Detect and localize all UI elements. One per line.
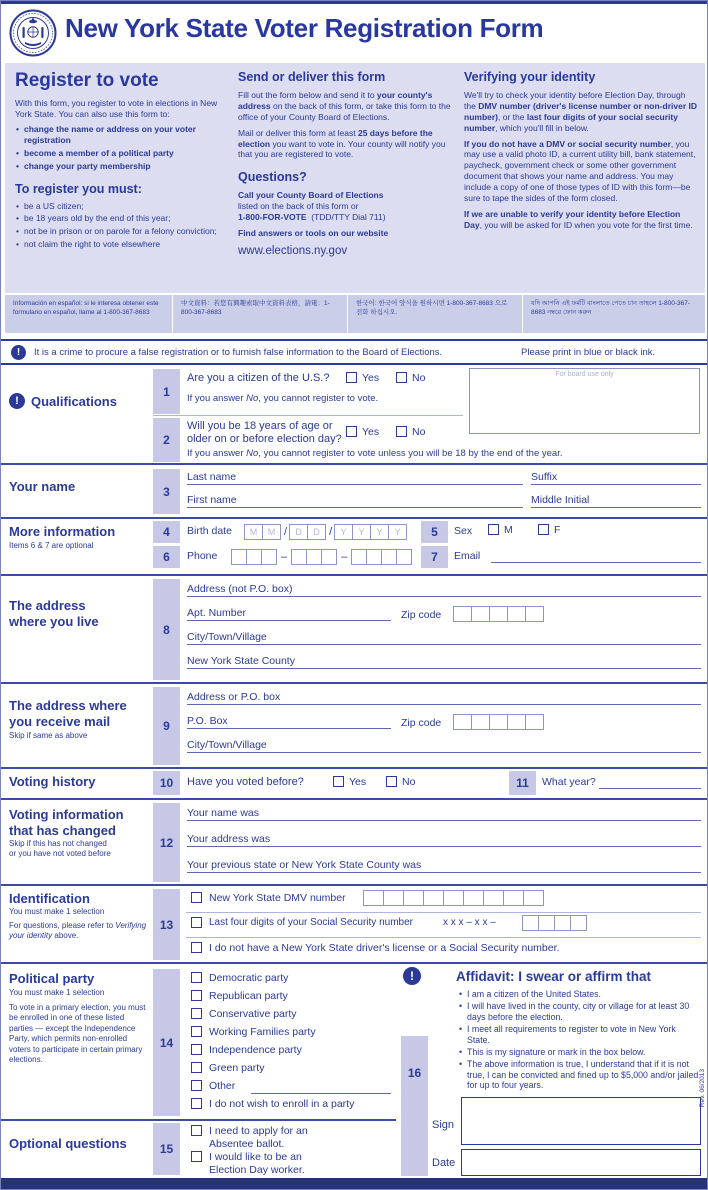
questions-heading: Questions?: [238, 170, 307, 185]
citizen-question: Are you a citizen of the U.S.?: [187, 372, 330, 384]
mail-zip-label: Zip code: [401, 717, 442, 729]
address-was-label: Your address was: [187, 833, 271, 845]
middle-initial-field[interactable]: [531, 492, 701, 508]
list-item: • I will have lived in the county, city or village for at least 30 days before the election.: [459, 1001, 699, 1022]
board-use-label: For board use only: [555, 371, 614, 378]
dmv-option-checkbox[interactable]: [191, 892, 202, 903]
ssn-input[interactable]: [522, 915, 587, 931]
list-item: • I am a citizen of the United States.: [459, 989, 699, 999]
divider: [186, 937, 701, 938]
citizen-yes-checkbox[interactable]: [346, 372, 357, 383]
alert-icon: !: [11, 345, 26, 360]
party-working-families-label: Working Families party: [209, 1026, 316, 1038]
apt-number-label: Apt. Number: [187, 607, 246, 619]
age-note: If you answer No, you cannot register to vote unless you will be 18 by the end of the year.: [187, 448, 563, 459]
divider: [153, 415, 463, 416]
last-name-label: Last name: [187, 471, 237, 483]
absentee-ballot-label: I need to apply for an Absentee ballot.: [209, 1125, 308, 1151]
alert-icon: !: [403, 967, 421, 985]
party-green-label: Green party: [209, 1062, 265, 1074]
sex-m-label: M: [504, 524, 513, 536]
absentee-ballot-checkbox[interactable]: [191, 1125, 202, 1136]
phone-separator: [281, 551, 287, 563]
email-field[interactable]: [491, 547, 701, 563]
middle-initial-label: Middle Initial: [531, 494, 590, 506]
phone-label: Phone: [187, 550, 218, 562]
party-conservative-label: Conservative party: [209, 1008, 297, 1020]
section-divider: [1, 1119, 396, 1121]
birth-cell: M: [262, 524, 281, 540]
political-party-sublabel: You must make 1 selection: [9, 988, 105, 997]
mail-address-field[interactable]: [187, 689, 701, 705]
party-democratic-label: Democratic party: [209, 972, 289, 984]
mail-zip-input[interactable]: [453, 714, 544, 730]
send-paragraph-2: Mail or deliver this form at least 25 days before the election you want to vote in. Your county will notify you that you are registered to vote.: [238, 127, 446, 160]
address-mail-sublabel: Skip if same as above: [9, 731, 88, 740]
what-year-label: What year?: [542, 776, 596, 788]
birth-cell: M: [244, 524, 263, 540]
item-14-number: 14: [153, 969, 180, 1116]
item-12-number: 12: [153, 803, 180, 882]
live-zip-input[interactable]: [453, 606, 544, 622]
korean-info: 한국어: 한국어 양식을 원하시면 1-800-367-8683 으로 전화 하십시오.: [348, 295, 523, 333]
ssn-option-checkbox[interactable]: [191, 917, 202, 928]
address-mail-label: The address where you receive mail: [9, 698, 127, 729]
revision-label: Rev. 06/2013: [699, 1069, 706, 1108]
date-box[interactable]: [461, 1149, 701, 1176]
date-label: Date: [432, 1157, 456, 1169]
register-uses-list: [15, 124, 221, 172]
first-name-label: First name: [187, 494, 237, 506]
political-party-label: Political party: [9, 971, 95, 986]
divider: [186, 912, 701, 913]
item-10-number: 10: [153, 771, 180, 795]
name-was-label: Your name was: [187, 807, 259, 819]
county-field[interactable]: [187, 653, 701, 669]
board-use-box: [469, 368, 700, 434]
address-live-label: The address where you live: [9, 598, 99, 629]
section-divider: [1, 962, 708, 964]
language-strip: [5, 293, 705, 333]
more-information-label: More information: [9, 524, 116, 539]
ssn-option-label: Last four digits of your Social Security number: [209, 917, 413, 928]
section-divider: [1, 463, 708, 465]
sex-label: Sex: [454, 525, 473, 537]
verify-paragraph-1: We'll try to check your identity before Election Day, through the DMV number (driver's license number or non-driver ID number), or the last four digits of your social security number, which you'll fill in below.: [464, 90, 698, 133]
register-to-vote-heading: Register to vote: [15, 70, 159, 91]
party-democratic-checkbox[interactable]: [191, 972, 202, 983]
list-item: • change the name or address on your voter registration: [15, 124, 221, 146]
spanish-info: Información en español: si le interesa obtener este formulario en español, llame al 1-800-367-8683: [5, 295, 173, 333]
identification-sublabel: You must make 1 selection: [9, 907, 105, 916]
verify-identity-heading: Verifying your identity: [464, 70, 596, 84]
phone-separator: [341, 551, 347, 563]
no-id-option-label: I do not have a New York State driver's license or a Social Security number.: [209, 942, 560, 954]
voted-yes-label: Yes: [349, 776, 367, 788]
bengali-info: যদি আপনি এই ফর্মটি বাংলাতে পেতে চান তাহলে 1-800-367-8683 নম্বরে ফোন করুন: [531, 300, 691, 316]
section-divider: [1, 884, 708, 886]
find-answers: Find answers or tools on our website: [238, 227, 389, 238]
live-address-field[interactable]: [187, 581, 701, 597]
hotline-number: 1-800-FOR-VOTE: [238, 212, 307, 222]
list-item: • The above information is true, I understand that if it is not true, I can be convicted and fined up to $5,000 and/or jailed for up to four years.: [459, 1059, 699, 1090]
item-11-number: 11: [509, 771, 536, 795]
no-id-option-checkbox[interactable]: [191, 942, 202, 953]
live-address-label: Address (not P.O. box): [187, 583, 293, 595]
tdd-number: (TDD/TTY Dial 711): [311, 212, 386, 222]
item-5-number: 5: [421, 521, 448, 543]
list-item: • be 18 years old by the end of this year;: [15, 213, 221, 224]
party-none-checkbox[interactable]: [191, 1098, 202, 1109]
item-1-number: 1: [153, 369, 180, 414]
identification-note: For questions, please refer to Verifying your identity above.: [9, 921, 147, 941]
list-item: • not claim the right to vote elsewhere: [15, 239, 221, 250]
birth-cell: Y: [352, 524, 371, 540]
date-separator: [284, 526, 287, 538]
item-15-number: 15: [153, 1123, 180, 1175]
email-label: Email: [454, 550, 481, 562]
name-was-field[interactable]: [187, 805, 701, 821]
live-city-label: City/Town/Village: [187, 631, 267, 643]
ssn-mask: x x x – x x –: [443, 917, 496, 928]
voting-changed-label: Voting information that has changed: [9, 807, 124, 838]
party-working-families-checkbox[interactable]: [191, 1026, 202, 1037]
birth-date-label: Birth date: [187, 525, 232, 537]
birth-cell: D: [289, 524, 308, 540]
list-item: • be a US citizen;: [15, 201, 221, 212]
party-none-label: I do not wish to enroll in a party: [209, 1098, 355, 1110]
send-paragraph-1: Fill out the form below and send it to your county's address on the back of this form, or take this form to the office of your County Board of Elections.: [238, 90, 451, 122]
section-divider: [1, 517, 708, 519]
affidavit-title: Affidavit: I swear or affirm that: [456, 969, 652, 984]
list-item: • not be in prison or on parole for a felony conviction;: [15, 226, 221, 237]
phone-input[interactable]: [231, 549, 412, 565]
voted-no-label: No: [402, 776, 416, 788]
age-yes-checkbox[interactable]: [346, 426, 357, 437]
list-item: • I meet all requirements to register to vote in New York State.: [459, 1024, 699, 1045]
voting-changed-sublabel: Skip if this has not changed or you have not voted before: [9, 839, 111, 859]
item-8-number: 8: [153, 579, 180, 680]
birth-cell: Y: [388, 524, 407, 540]
requirements-list: [15, 201, 221, 251]
item-16-number: 16: [401, 1036, 428, 1176]
suffix-label: Suffix: [531, 471, 558, 483]
send-deliver-heading: Send or deliver this form: [238, 70, 386, 84]
dmv-option-label: New York State DMV number: [209, 892, 346, 904]
item-7-number: 7: [421, 546, 448, 568]
item-13-number: 13: [153, 889, 180, 960]
citizen-note: If you answer No, you cannot register to vote.: [187, 393, 379, 404]
age-no-label: No: [412, 426, 426, 438]
last-name-field[interactable]: [187, 469, 523, 485]
crime-notice-text: It is a crime to procure a false registration or to furnish false information to the Board of Elections.: [34, 346, 443, 358]
register-lead: With this form, you register to vote in elections in New York State. You can also use this form to:: [15, 98, 218, 120]
county-label: New York State County: [187, 655, 295, 667]
bottom-bar: [1, 1178, 708, 1190]
call-info: Call your County Board of Elections listed on the back of this form or 1-800-FOR-VOTE (TDD/TTY Dial 711): [238, 190, 386, 222]
date-separator: [329, 526, 332, 538]
party-independence-label: Independence party: [209, 1044, 302, 1056]
pobox-field[interactable]: [187, 713, 391, 729]
apt-number-field[interactable]: [187, 605, 391, 621]
crime-notice-bar: [1, 339, 708, 365]
register-to-vote-column: [15, 69, 221, 252]
top-rule: [1, 1, 708, 4]
party-conservative-checkbox[interactable]: [191, 1008, 202, 1019]
sex-f-checkbox[interactable]: [538, 524, 549, 535]
affidavit-bullets: [459, 989, 699, 1092]
page-title: New York State Voter Registration Form: [65, 13, 544, 43]
list-item: • This is my signature or mark in the box below.: [459, 1047, 699, 1057]
voted-before-question: Have you voted before?: [187, 776, 304, 788]
citizen-no-checkbox[interactable]: [396, 372, 407, 383]
sex-m-checkbox[interactable]: [488, 524, 499, 535]
item-6-number: 6: [153, 546, 180, 568]
dmv-number-input[interactable]: [363, 890, 544, 906]
previous-state-field[interactable]: [187, 857, 701, 873]
chinese-info: 中文資料：若您有興趣索取中文資料表格，請電：1-800-367-8683: [173, 295, 348, 333]
sign-label: Sign: [432, 1119, 455, 1131]
previous-state-label: Your previous state or New York State County was: [187, 859, 422, 871]
citizen-no-label: No: [412, 372, 426, 384]
birth-cell: D: [307, 524, 326, 540]
mail-address-label: Address or P.O. box: [187, 691, 281, 703]
verify-identity-column: [464, 69, 698, 231]
political-party-note: To vote in a primary election, you must be enrolled in one of these listed parties — except the Independence Party, which permits non-enrolled voters to participate in certain primary elections.: [9, 1003, 146, 1064]
election-worker-label: I would like to be an Election Day worker.: [209, 1151, 305, 1177]
alert-icon: !: [9, 393, 25, 409]
first-name-field[interactable]: [187, 492, 523, 508]
elections-website-link[interactable]: www.elections.ny.gov: [238, 244, 348, 257]
item-3-number: 3: [153, 469, 180, 514]
party-republican-label: Republican party: [209, 990, 288, 1002]
nys-seal-logo: [9, 9, 57, 57]
verify-paragraph-2: If you do not have a DMV or social security number, you may use a valid photo ID, a current utility bill, bank statement, paycheck, government check or some other government document that shows your name and address. You may include a copy of one of those types of ID with this form—be sure to tape the sides of the form closed.: [464, 138, 696, 203]
party-other-label: Other: [209, 1080, 236, 1092]
age-no-checkbox[interactable]: [396, 426, 407, 437]
more-information-sublabel: Items 6 & 7 are optional: [9, 541, 94, 550]
citizen-yes-label: Yes: [362, 372, 380, 384]
address-was-field[interactable]: [187, 831, 701, 847]
sex-f-label: F: [554, 524, 561, 536]
list-item: • become a member of a political party: [15, 148, 221, 159]
birth-cell: Y: [334, 524, 353, 540]
qualifications-label: ! Qualifications: [9, 393, 117, 409]
party-other-field[interactable]: [251, 1078, 391, 1094]
section-divider: [1, 798, 708, 800]
party-other-checkbox[interactable]: [191, 1080, 202, 1091]
send-deliver-column: [238, 69, 454, 258]
section-divider: [1, 682, 708, 684]
section-divider: [1, 574, 708, 576]
voted-no-checkbox[interactable]: [386, 776, 397, 787]
mail-city-label: City/Town/Village: [187, 739, 267, 751]
party-green-checkbox[interactable]: [191, 1062, 202, 1073]
suffix-field[interactable]: [531, 469, 701, 485]
signature-box[interactable]: [461, 1097, 701, 1145]
live-city-field[interactable]: [187, 629, 701, 645]
verify-paragraph-3: If we are unable to verify your identity before Election Day, you will be asked for ID when you vote for the first time.: [464, 208, 693, 230]
election-worker-checkbox[interactable]: [191, 1151, 202, 1162]
age-question: Will you be 18 years of age or older on or before election day?: [187, 420, 342, 445]
party-independence-checkbox[interactable]: [191, 1044, 202, 1055]
voting-history-label: Voting history: [9, 774, 96, 789]
age-yes-label: Yes: [362, 426, 380, 438]
must-heading: To register you must:: [15, 181, 142, 196]
birth-date-input[interactable]: [244, 524, 407, 540]
item-9-number: 9: [153, 687, 180, 765]
your-name-label: Your name: [9, 479, 76, 494]
mail-city-field[interactable]: [187, 737, 701, 753]
item-4-number: 4: [153, 521, 180, 543]
party-republican-checkbox[interactable]: [191, 990, 202, 1001]
what-year-field[interactable]: [599, 773, 701, 789]
birth-cell: Y: [370, 524, 389, 540]
section-divider: [1, 767, 708, 769]
item-2-number: 2: [153, 418, 180, 462]
voted-yes-checkbox[interactable]: [333, 776, 344, 787]
pobox-label: P.O. Box: [187, 715, 228, 727]
print-ink-note: Please print in blue or black ink.: [521, 346, 656, 358]
optional-questions-label: Optional questions: [9, 1136, 127, 1151]
identification-label: Identification: [9, 891, 90, 906]
list-item: • change your party membership: [15, 161, 221, 172]
live-zip-label: Zip code: [401, 609, 442, 621]
